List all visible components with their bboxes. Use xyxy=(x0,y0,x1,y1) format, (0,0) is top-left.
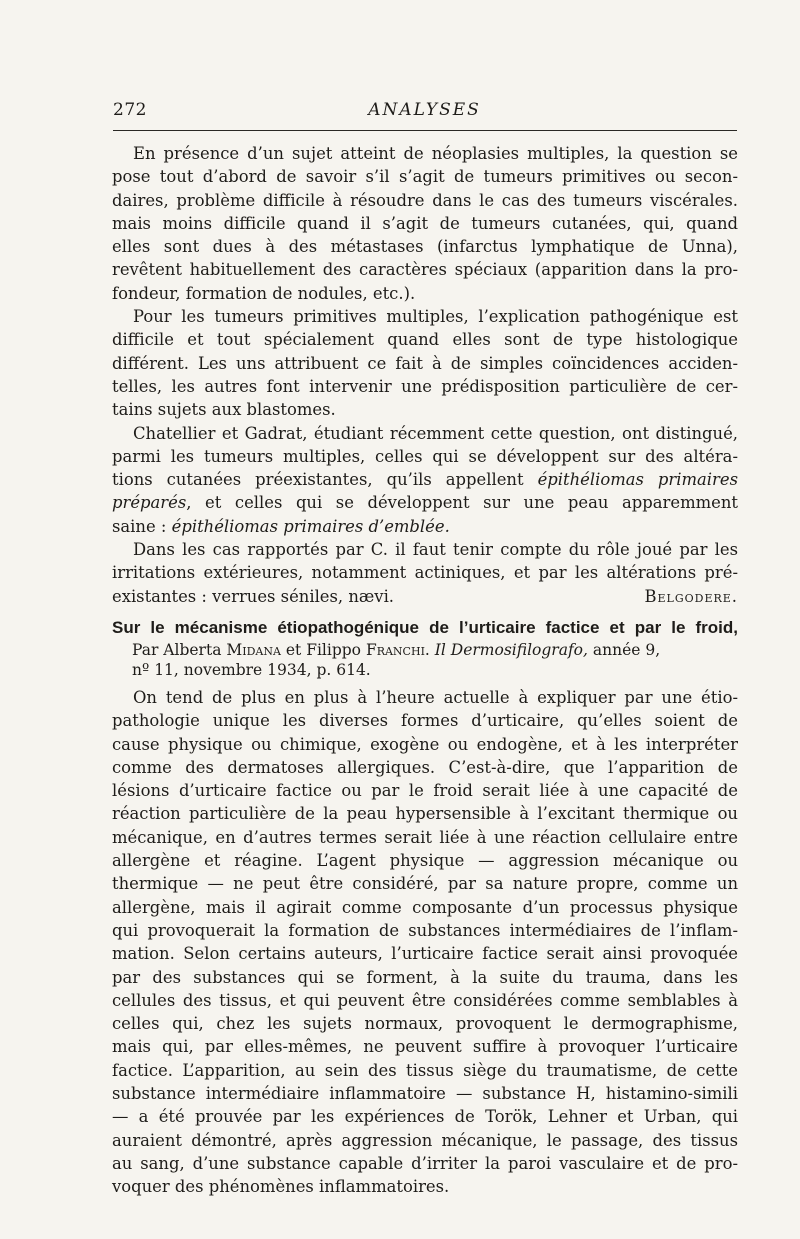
text-line xyxy=(112,491,738,514)
article-byline xyxy=(112,640,738,660)
text-line: au sang, d’une substance capable d’irriter la paroi vasculaire et de pro- xyxy=(112,1153,738,1173)
body-text xyxy=(112,142,738,1198)
text-line: Pour les tumeurs primitives multiples, l’explication pathogénique est xyxy=(133,307,738,327)
text-line: daires, problème difficile à résoudre dans le cas des tumeurs viscérales. xyxy=(112,190,738,210)
paragraph-4 xyxy=(112,538,738,608)
journal-name: Il Dermosifilografo, xyxy=(434,640,588,659)
text-segment: Par Alberta xyxy=(132,640,222,659)
page-header xyxy=(113,100,736,122)
author-name: Franchi. xyxy=(365,640,430,659)
text-segment: , et celles qui se développent sur une peau apparemment xyxy=(186,493,738,513)
text-line: — a été prouvée par les expériences de Torök, Lehner et Urban, qui xyxy=(112,1107,738,1127)
text-segment: et Filippo xyxy=(285,640,362,659)
text-line: difficile et tout spécialement quand elles sont de type histologique xyxy=(112,330,738,350)
text-line: pathologie unique les diverses formes d’urticaire, qu’elles soient de xyxy=(112,711,738,731)
text-line: On tend de plus en plus à l’heure actuelle à expliquer par une étio- xyxy=(133,687,738,707)
article-citation: nº 11, novembre 1934, p. 614. xyxy=(132,660,371,679)
text-line: lésions d’urticaire factice ou par le froid serait liée à une capacité de xyxy=(112,781,738,801)
text-line: factice. L’apparition, au sein des tissus siège du traumatisme, de cette xyxy=(112,1060,738,1080)
author-name: Midana xyxy=(226,640,281,659)
text-line: mation. Selon certains auteurs, l’urticaire factice serait ainsi provoquée xyxy=(112,944,738,964)
text-line: réaction particulière de la peau hypersensible à l’excitant thermique ou xyxy=(112,804,738,824)
text-line xyxy=(112,515,738,538)
text-line: irritations extérieures, notamment actiniques, et par les altérations pré- xyxy=(112,563,738,583)
text-line: cellules des tissus, et qui peuvent être considérées comme semblables à xyxy=(112,990,738,1010)
paragraph-2 xyxy=(112,305,738,421)
text-line xyxy=(112,585,738,608)
text-line: cause physique ou chimique, exogène ou endogène, et à les interpréter xyxy=(112,734,738,754)
text-line: qui provoquerait la formation de substances intermédiaires de l’inflam- xyxy=(112,920,738,940)
text-line: elles sont dues à des métastases (infarctus lymphatique de Unna), xyxy=(112,237,738,257)
article-title: Sur le mécanisme étiopathogénique de l’urticaire factice et par le froid, xyxy=(112,617,738,637)
text-line: fondeur, formation de nodules, etc.). xyxy=(112,283,416,303)
article-section xyxy=(112,616,738,1199)
text-line: celles qui, chez les sujets normaux, provoquent le dermographisme, xyxy=(112,1014,738,1034)
text-line: En présence d’un sujet atteint de néoplasies multiples, la question se xyxy=(133,144,738,163)
text-line: pose tout d’abord de savoir s’il s’agit de tumeurs primitives ou secon- xyxy=(112,167,738,187)
text-line: allergène, mais il agirait comme composante d’un processus physique xyxy=(112,897,738,917)
header-rule xyxy=(113,130,737,131)
reviewer-signature: Belgodere. xyxy=(644,586,738,606)
text-line: voquer des phénomènes inflammatoires. xyxy=(112,1177,450,1197)
text-line: Chatellier et Gadrat, étudiant récemment cette question, ont distingué, xyxy=(133,423,738,443)
text-line: par des substances qui se forment, à la suite du trauma, dans les xyxy=(112,967,738,987)
text-line: différent. Les uns attribuent ce fait à de simples coïncidences acciden- xyxy=(112,353,738,373)
text-segment: saine : xyxy=(112,516,167,536)
text-line: mécanique, en d’autres termes serait liée à une réaction cellulaire entre xyxy=(112,827,738,847)
running-head: ANALYSES xyxy=(368,100,481,120)
text-line: comme des dermatoses allergiques. C’est-à-dire, que l’apparition de xyxy=(112,757,738,777)
text-line: mais moins difficile quand il s’agit de tumeurs cutanées, qui, quand xyxy=(112,213,738,233)
text-segment: tions cutanées préexistantes, qu’ils appellent xyxy=(112,470,524,490)
italic-term: épithéliomas primaires xyxy=(537,470,738,490)
text-segment: existantes : verrues séniles, nævi. xyxy=(112,586,395,606)
text-line: allergène et réagine. L’agent physique — aggression mécanique ou xyxy=(112,851,738,871)
text-line: telles, les autres font intervenir une prédisposition particulière de cer- xyxy=(112,376,738,396)
text-line: thermique — ne peut être considéré, par sa nature propre, comme un xyxy=(112,874,738,894)
text-line: substance intermédiaire inflammatoire — substance H, histamino-simili xyxy=(112,1083,738,1103)
text-line: auraient démontré, après aggression mécanique, le passage, des tissus xyxy=(112,1130,738,1150)
text-line: Dans les cas rapportés par C. il faut tenir compte du rôle joué par les xyxy=(133,540,738,560)
text-segment: année 9, xyxy=(592,640,661,659)
page-number: 272 xyxy=(113,100,147,120)
text-line: revêtent habituellement des caractères spéciaux (apparition dans la pro- xyxy=(112,260,738,280)
italic-term: épithéliomas primaires d’emblée. xyxy=(171,516,450,536)
text-line: parmi les tumeurs multiples, celles qui se développent sur des altéra- xyxy=(112,446,738,466)
text-line: tains sujets aux blastomes. xyxy=(112,400,336,420)
paragraph-3 xyxy=(112,422,738,538)
text-line xyxy=(112,468,738,491)
paragraph-1 xyxy=(112,142,738,305)
italic-term: préparés xyxy=(112,493,187,513)
text-line: mais qui, par elles-mêmes, ne peuvent suffire à provoquer l’urticaire xyxy=(112,1037,738,1057)
